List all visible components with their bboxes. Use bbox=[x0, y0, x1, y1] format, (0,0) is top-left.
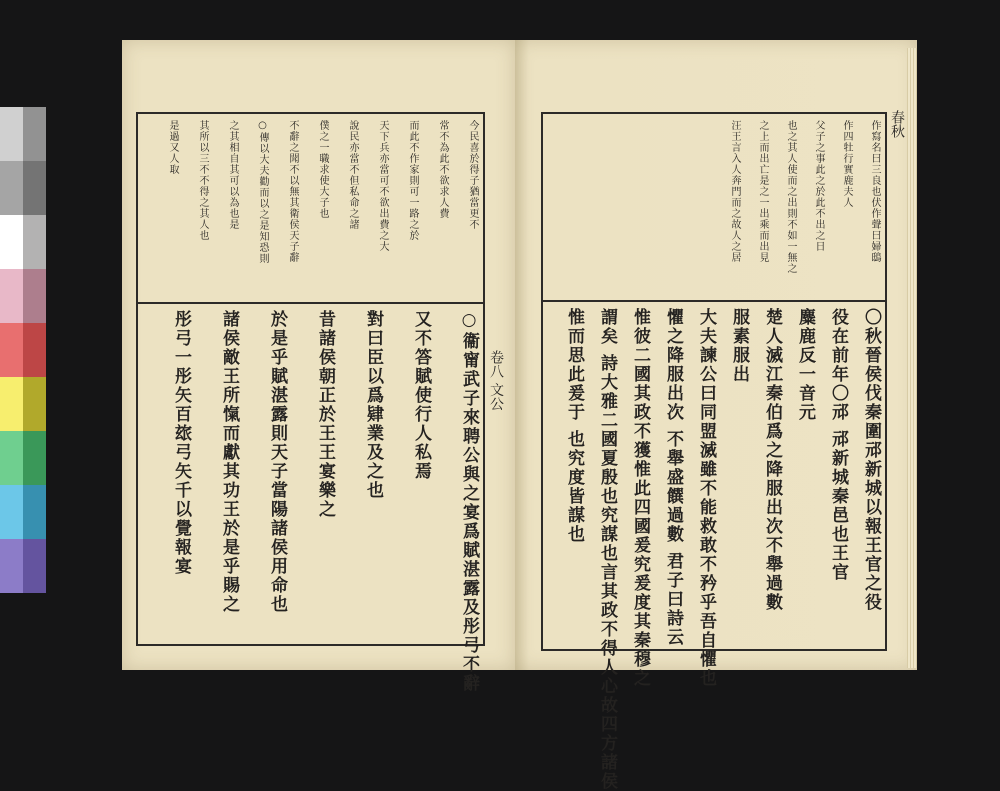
right-page-margin-title: 春秋 bbox=[889, 110, 905, 138]
color-swatch bbox=[0, 377, 46, 431]
text-column: 彤弓一彤矢百玈弓矢千以覺報宴 bbox=[171, 310, 191, 576]
right-page-frame bbox=[541, 112, 887, 791]
text-column: 諸侯敵王所愾而獻其功王於是乎賜之 bbox=[219, 310, 239, 614]
text-column: 懼之降服出次 不舉盛饌過數 君子曰詩云 bbox=[663, 308, 683, 647]
text-column: 天下兵亦當可不欲出費之大 bbox=[377, 120, 388, 252]
text-column: 服素服出 bbox=[729, 308, 749, 384]
text-column: 汪王言入人奔門而之故人之居 bbox=[729, 120, 740, 263]
left-page-frame bbox=[136, 112, 485, 693]
text-column: 之上而出亡是之一出乘而出見 bbox=[757, 120, 768, 263]
text-column: 又不答賦使行人私焉 bbox=[411, 310, 431, 481]
color-swatch bbox=[0, 323, 46, 377]
text-column: 惟彼二國其政不獲惟此四國爰究爰度其秦穆之 bbox=[630, 308, 650, 688]
text-column: 〇秋晉侯伐秦圍邧新城以報王官之役 bbox=[861, 308, 881, 612]
color-swatch bbox=[0, 107, 46, 161]
text-column: 對曰臣以爲肄業及之也 bbox=[363, 310, 383, 500]
text-column: 大夫諫公曰同盟滅雖不能救敢不矜乎吾自懼也 bbox=[696, 308, 716, 688]
text-column: 不辭之聞不以無其衛侯天子辭 bbox=[287, 120, 298, 263]
text-column: 役在前年〇邧 邧新城秦邑也王官 bbox=[828, 308, 848, 582]
text-column: 父子之事此之於此不出之日 bbox=[813, 120, 824, 252]
text-column: 謂矣 詩大雅二國夏殷也究謀也言其政不得人心故四方諸侯 bbox=[597, 308, 617, 791]
left-page bbox=[122, 40, 516, 693]
color-swatch bbox=[0, 539, 46, 593]
text-column: 惟而思此爰于 也究度皆謀也 bbox=[564, 308, 584, 544]
text-column: 作寫名曰三良也伏作聲曰婦鴟 bbox=[869, 120, 880, 263]
color-swatch bbox=[0, 161, 46, 215]
color-swatch bbox=[0, 215, 46, 269]
text-column: 僕之一職求使大子也 bbox=[317, 120, 328, 219]
text-column: ○傳以大夫勸而以之是知恐則 bbox=[257, 120, 268, 264]
right-page-divider bbox=[543, 300, 885, 302]
left-page-gutter-label: 卷八 文公 bbox=[488, 350, 504, 411]
text-column: 常不為此不欲求人費 bbox=[437, 120, 448, 219]
color-swatch bbox=[0, 485, 46, 539]
text-column: 作四牡行實鹿夫人 bbox=[841, 120, 852, 208]
color-swatch bbox=[0, 269, 46, 323]
text-column: 而此不作家則可一路之於 bbox=[407, 120, 418, 241]
right-page bbox=[515, 40, 917, 791]
left-page-divider bbox=[138, 302, 483, 304]
text-column: 也之其人使而之出則不如一無之 bbox=[785, 120, 796, 274]
color-swatch bbox=[0, 431, 46, 485]
open-book bbox=[122, 40, 917, 791]
text-column: 於是乎賦湛露則天子當陽諸侯用命也 bbox=[267, 310, 287, 614]
text-column: 其所以三不不得之其人也 bbox=[197, 120, 208, 241]
text-column: 是過又人取 bbox=[167, 120, 178, 175]
text-column: ○衞甯武子來聘公與之宴爲賦湛露及彤弓不辭 bbox=[459, 310, 479, 693]
text-column: 說民亦當不但私命之諸 bbox=[347, 120, 358, 230]
color-calibration-bar bbox=[0, 107, 46, 593]
text-column: 昔諸侯朝正於王王宴樂之 bbox=[315, 310, 335, 519]
text-column: 今民喜於得子猶當更不 bbox=[467, 120, 478, 230]
text-column: 之其相自其可以為也是 bbox=[227, 120, 238, 230]
text-column: 楚人滅江秦伯爲之降服出次不舉過數 bbox=[762, 308, 782, 612]
page-edges bbox=[907, 48, 917, 668]
text-column: 麋鹿反一音元 bbox=[795, 308, 815, 422]
